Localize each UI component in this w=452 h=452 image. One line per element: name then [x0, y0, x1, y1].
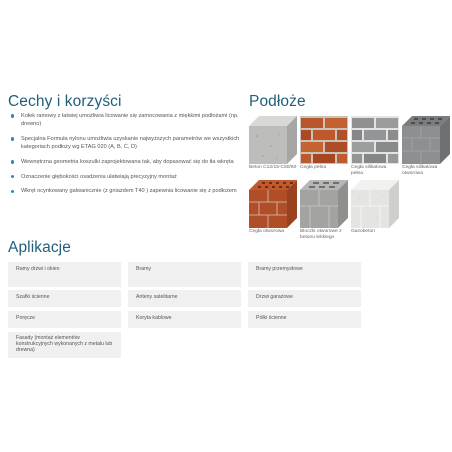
bullet-icon	[11, 190, 14, 193]
substrate-label: Cegła silikatowa pełna	[351, 165, 387, 176]
features-heading: Cechy i korzyści	[8, 93, 122, 110]
substrate-sand-lime-perforated	[402, 116, 450, 177]
features-list	[8, 112, 244, 202]
application-item: Ramy drzwi i okien	[8, 262, 121, 287]
perforated-sand-lime-brick-icon	[402, 116, 450, 164]
application-item: Drzwi garażowe	[248, 290, 361, 307]
substrate-concrete	[249, 116, 297, 171]
substrate-label: Cegła pełna	[300, 165, 327, 170]
applications-heading: Aplikacje	[8, 239, 71, 256]
bullet-icon	[11, 137, 14, 140]
feature-item: Oznaczenie głębokości osadzenia ułatwiają precyzyjny montaż	[8, 173, 244, 181]
feature-item: Specjalna Formuła nylonu umożliwia uzyskanie najwyższych parametrów we wszystkich kategoriach podłoży wg ETAG 020 (A, B, C, D)	[8, 135, 244, 152]
application-item: Szafki ścienne	[8, 290, 121, 307]
feature-item: Kołek ramowy z łatwiej umożliwia licowanie się zamocowania z miękkimi podłożami (np. drewno)	[8, 112, 244, 129]
substrate-solid-brick	[300, 116, 348, 171]
bullet-icon	[11, 160, 14, 163]
bullet-icon	[11, 114, 14, 117]
substrate-label: Cegła silikatowa otworowa	[402, 165, 438, 176]
application-item: Bramy przemysłowe	[248, 262, 361, 287]
substrate-label: Gazobeton	[351, 229, 375, 234]
application-item: Koryta kablowe	[128, 311, 241, 328]
application-item: Półki ścienne	[248, 311, 361, 328]
aerated-concrete-icon	[351, 180, 399, 228]
lightweight-concrete-block-icon	[300, 180, 348, 228]
concrete-block-icon	[249, 116, 297, 164]
substrates-heading: Podłoże	[249, 93, 306, 110]
feature-item: Wkręt ocynkowany galwanicznie (z gniazdem T40 ) zapewnia licowanie się z podłożem	[8, 187, 244, 195]
perforated-brick-icon	[249, 180, 297, 228]
substrate-perforated-brick	[249, 180, 297, 235]
substrate-label: Cegła otworowa	[249, 229, 285, 234]
application-item: Poręcze	[8, 311, 121, 328]
application-item: Fasady (montaż elementów konstrukcyjnych wykonanych z metalu lub drewna)	[8, 332, 121, 358]
substrate-label: Beton C12/15-C50/60	[249, 165, 297, 170]
substrate-lightweight-block	[300, 180, 348, 241]
solid-sand-lime-brick-icon	[351, 116, 399, 164]
solid-brick-icon	[300, 116, 348, 164]
feature-item: Wewnętrzna geometria koszulki zaprojektowana tak, aby dopasować się do tła wkręta	[8, 158, 244, 166]
substrate-sand-lime-solid	[351, 116, 399, 177]
application-item: Anteny satelitarne	[128, 290, 241, 307]
substrate-label: Bloczki otworowe z betonu lekkiego	[300, 229, 342, 240]
application-item: Bramy	[128, 262, 241, 287]
bullet-icon	[11, 175, 14, 178]
substrate-aerated-concrete	[351, 180, 399, 235]
